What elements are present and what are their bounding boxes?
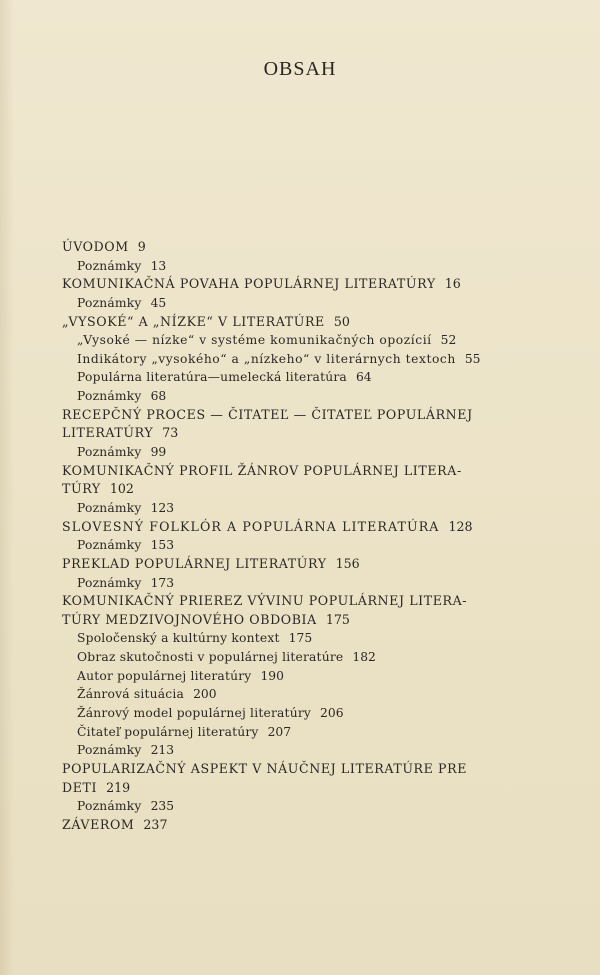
- toc-entry: [62, 779, 540, 798]
- toc-entry-title: Spoločenský a kultúrny kontext: [77, 631, 280, 646]
- toc-page-number: 55: [464, 351, 481, 366]
- toc-entry-title: KOMUNIKAČNÝ PROFIL ŽÁNROV POPULÁRNEJ LITERA-: [62, 462, 462, 478]
- toc-entry-title: ÚVODOM: [62, 239, 129, 254]
- toc-entry: [62, 611, 540, 630]
- toc-subentry: [62, 574, 540, 593]
- toc-page-number: 235: [150, 799, 175, 814]
- toc-subentry: [62, 629, 540, 648]
- toc-page-number: 207: [267, 724, 292, 739]
- toc-entry: [62, 555, 540, 574]
- page-title: OBSAH: [263, 58, 337, 80]
- toc-subentry: [62, 368, 540, 387]
- toc-page-number: 173: [150, 575, 175, 590]
- toc-entry-title: Poznámky: [77, 538, 142, 553]
- toc-entry-title: PREKLAD POPULÁRNEJ LITERATÚRY: [62, 555, 327, 571]
- toc-page-number: 13: [150, 258, 167, 273]
- toc-entry-title: KOMUNIKAČNÁ POVAHA POPULÁRNEJ LITERATÚRY: [62, 276, 436, 292]
- toc-entry: [62, 462, 540, 481]
- toc-entry-title: Poznámky: [77, 799, 142, 814]
- toc-page-number: 123: [150, 500, 175, 515]
- toc-entry: [62, 480, 540, 499]
- toc-subentry: [62, 443, 540, 462]
- toc-page-number: 175: [325, 611, 350, 627]
- toc-entry-title: ZÁVEROM: [62, 816, 135, 832]
- toc-entry-title: Obraz skutočnosti v populárnej literatúre: [77, 650, 344, 665]
- toc-page-number: 219: [106, 779, 131, 795]
- toc-subentry: [62, 536, 540, 555]
- toc-page-number: 64: [355, 370, 372, 385]
- toc-page-number: 182: [352, 650, 376, 665]
- toc-subentry: [62, 704, 540, 723]
- toc-entry-title: LITERATÚRY: [62, 425, 154, 441]
- toc-entry-title: Žánrový model populárnej literatúry: [77, 706, 312, 721]
- toc-subentry: [62, 387, 540, 406]
- toc-entry-title: Autor populárnej literatúry: [77, 668, 252, 683]
- toc-entry: [62, 313, 540, 332]
- toc-entry-title: Žánrová situácia: [77, 687, 185, 702]
- toc-entry-title: TÚRY MEDZIVOJNOVÉHO OBDOBIA: [62, 611, 317, 627]
- toc-entry: [62, 406, 540, 425]
- toc-entry-title: Poznámky: [77, 258, 142, 273]
- toc-entry: [62, 760, 540, 779]
- toc-page-number: 175: [288, 631, 313, 646]
- toc-entry-title: Poznámky: [77, 295, 142, 310]
- toc-subentry: [62, 499, 540, 518]
- toc-entry-title: Čitateľ populárnej literatúry: [77, 724, 259, 739]
- toc-entry-title: KOMUNIKAČNÝ PRIEREZ VÝVINU POPULÁRNEJ LITERA-: [62, 593, 468, 609]
- toc-entry-title: Populárna literatúra—umelecká literatúra: [77, 370, 347, 385]
- toc-entry-title: DETI: [62, 779, 98, 795]
- toc-subentry: [62, 648, 540, 667]
- toc-entry-title: Poznámky: [77, 445, 142, 460]
- toc-page-number: 128: [448, 518, 473, 534]
- toc-entry-title: SLOVESNÝ FOLKLÓR A POPULÁRNA LITERATÚRA: [62, 518, 440, 534]
- toc-entry: [62, 275, 540, 294]
- toc-entry-title: Indikátory „vysokého“ a „nízkeho“ v literárnych textoch: [77, 351, 456, 366]
- table-of-contents: [62, 238, 540, 835]
- toc-page-number: 190: [260, 668, 284, 683]
- toc-subentry: [62, 685, 540, 704]
- toc-subentry: [62, 257, 540, 276]
- toc-page-number: 73: [162, 425, 179, 441]
- toc-entry-title: „VYSOKÉ“ A „NÍZKE“ V LITERATÚRE: [62, 313, 325, 329]
- toc-page-number: 52: [440, 333, 457, 348]
- toc-page-number: 102: [109, 481, 134, 497]
- toc-entry-title: TÚRY: [62, 481, 101, 497]
- toc-entry: [62, 424, 540, 443]
- toc-page-number: 206: [320, 706, 344, 721]
- toc-subentry: [62, 667, 540, 686]
- toc-page-number: 200: [193, 687, 217, 702]
- toc-entry: [62, 238, 540, 257]
- toc-subentry: [62, 723, 540, 742]
- toc-page-number: 237: [143, 816, 168, 832]
- toc-entry-title: RECEPČNÝ PROCES — ČITATEĽ — ČITATEĽ POPULÁRNEJ: [62, 406, 473, 422]
- toc-subentry: [62, 331, 540, 350]
- toc-page-number: 156: [335, 555, 360, 571]
- toc-subentry: [62, 797, 540, 816]
- toc-entry-title: Poznámky: [77, 389, 142, 404]
- toc-entry-title: „Vysoké — nízke“ v systéme komunikačných opozícií: [77, 333, 432, 348]
- toc-entry: [62, 592, 540, 611]
- toc-subentry: [62, 294, 540, 313]
- toc-entry: [62, 816, 540, 835]
- toc-subentry: [62, 741, 540, 760]
- toc-entry-title: Poznámky: [77, 743, 142, 758]
- toc-page-number: 50: [333, 313, 350, 329]
- toc-page-number: 68: [150, 389, 167, 404]
- toc-page-number: 99: [150, 445, 167, 460]
- toc-page-number: 45: [150, 295, 167, 310]
- toc-subentry: [62, 350, 540, 369]
- toc-entry-title: Poznámky: [77, 575, 142, 590]
- toc-page-number: 9: [137, 239, 146, 254]
- toc-page-number: 153: [150, 538, 175, 553]
- toc-entry-title: Poznámky: [77, 500, 142, 515]
- toc-entry: [62, 518, 540, 537]
- toc-page-number: 16: [444, 276, 461, 292]
- toc-entry-title: POPULARIZAČNÝ ASPEKT V NÁUČNEJ LITERATÚRE PRE: [62, 760, 467, 776]
- toc-page-number: 213: [150, 743, 175, 758]
